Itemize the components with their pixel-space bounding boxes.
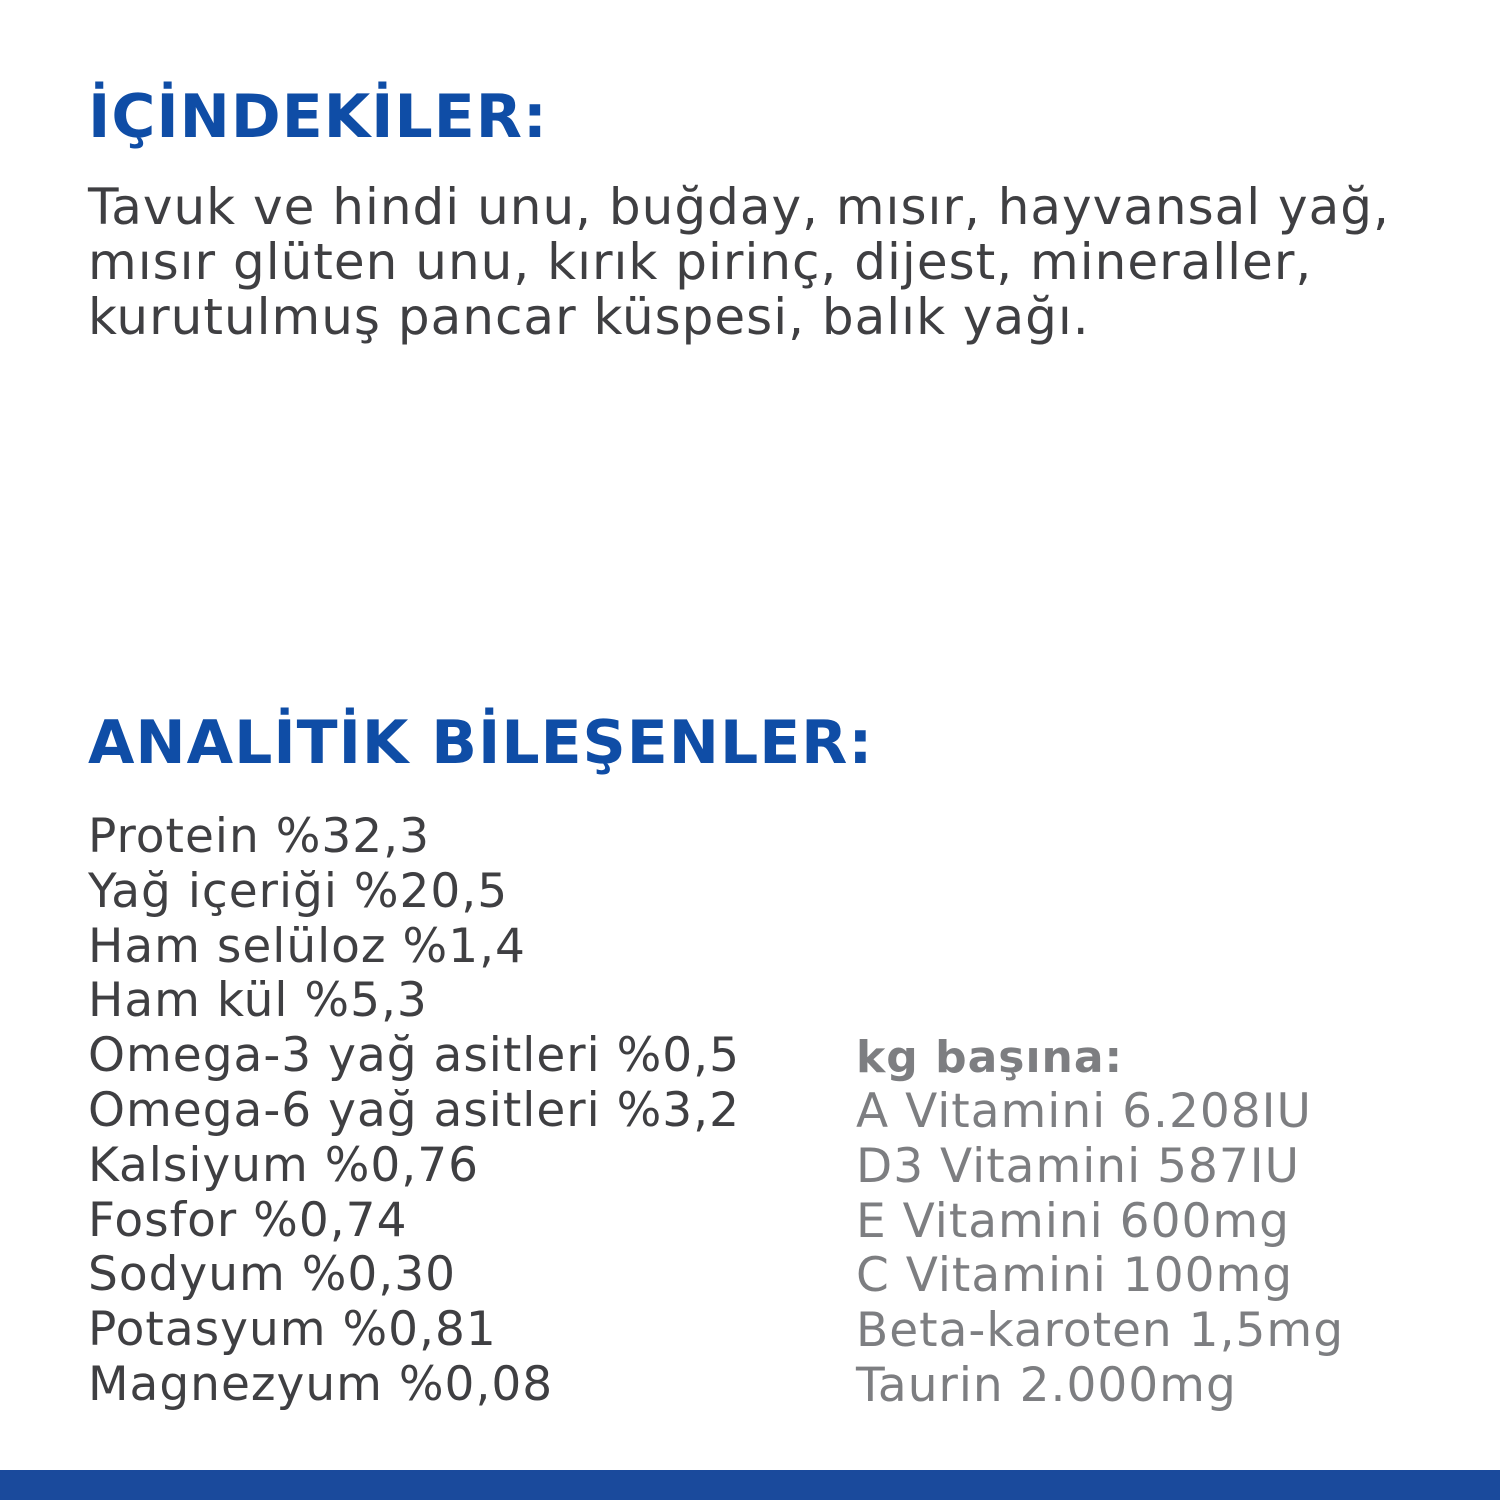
analytic-item: Ham selüloz %1,4 — [88, 918, 526, 974]
vitamin-item: C Vitamini 100mg — [856, 1248, 1294, 1304]
bottom-bar — [0, 1470, 1500, 1500]
ingredients-line: mısır glüten unu, kırık pirinç, dijest, mineraller, — [88, 233, 1313, 291]
analytic-item: Protein %32,3 — [88, 809, 430, 864]
ingredients-line: Tavuk ve hindi unu, buğday, mısır, hayvansal yağ, — [88, 178, 1390, 236]
ingredients-title: İÇİNDEKİLER: — [88, 82, 548, 152]
vitamin-item: Taurin 2.000mg — [856, 1357, 1237, 1413]
analytic-item: Omega-3 yağ asitleri %0,5 — [88, 1028, 740, 1084]
analytic-item: Yağ içeriği %20,5 — [88, 863, 509, 919]
analytic-item: Magnezyum %0,08 — [88, 1356, 554, 1412]
vitamin-list — [856, 1085, 1344, 1414]
analytics-title: ANALİTİK BİLEŞENLER: — [88, 708, 874, 778]
per-kg-title: kg başına: — [856, 1032, 1124, 1083]
per-kg-section — [856, 1030, 1344, 1414]
analytic-item: Omega-6 yağ asitleri %3,2 — [88, 1082, 740, 1138]
vitamin-item: Beta-karoten 1,5mg — [856, 1303, 1345, 1359]
analytic-item: Ham kül %5,3 — [88, 973, 428, 1029]
analytic-list — [88, 810, 740, 1413]
vitamin-item: E Vitamini 600mg — [856, 1193, 1290, 1249]
vitamin-item: A Vitamini 6.208IU — [856, 1084, 1312, 1139]
analytic-item: Sodyum %0,30 — [88, 1247, 457, 1303]
ingredients-line: kurutulmuş pancar küspesi, balık yağı. — [88, 288, 1090, 346]
analytic-item: Fosfor %0,74 — [88, 1192, 408, 1248]
ingredients-text — [88, 180, 1418, 345]
vitamin-item: D3 Vitamini 587IU — [856, 1138, 1301, 1194]
analytic-item: Kalsiyum %0,76 — [88, 1137, 480, 1193]
analytic-item: Potasyum %0,81 — [88, 1302, 497, 1358]
